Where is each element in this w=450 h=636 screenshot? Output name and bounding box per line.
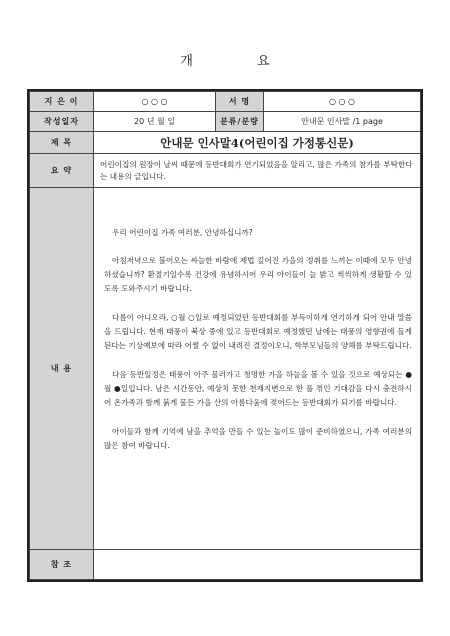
subject-row — [30, 132, 421, 154]
content-paragraph: 우리 어린이집 가족 여러분, 안녕하십니까? — [112, 228, 253, 237]
author-label: 지 은 이 — [30, 92, 94, 112]
subject-value: 안내문 인사말4(어린이집 가정통신문) — [94, 132, 421, 154]
author-value: ○ ○ ○ — [94, 92, 216, 112]
reference-value — [94, 550, 421, 580]
category-label: 분류/분량 — [216, 112, 264, 132]
document-title: 개 요 — [180, 54, 300, 69]
date-label: 작성일자 — [30, 112, 94, 132]
category-value: 안내문 인사말 /1 page — [264, 112, 421, 132]
reference-label: 참 조 — [30, 550, 94, 580]
content-paragraph: 다름이 아니오라, ○월 ○일로 예정되었던 등반대회를 부득이하게 연기하게 되어 안내 말씀을 드립니다. 현재 태풍이 북상 중에 있고 등반대회로 예정했던 날에는 태풍의 영향권에 들게 된다는 기상예보에 따라 어쩔 수 없이 내려진 결정이오니, 학부모님들의 양해를 부탁드립니다. — [104, 313, 412, 350]
date-row — [30, 112, 421, 132]
content-row — [30, 188, 421, 550]
overview-form — [27, 89, 423, 582]
content-label: 내 용 — [30, 188, 94, 550]
subject-label: 제 목 — [30, 132, 94, 154]
summary-row — [30, 154, 421, 188]
sign-label: 서 명 — [216, 92, 264, 112]
content-paragraph: 아침저녁으로 불어오는 싸늘한 바람에 제법 깊어진 가을의 정취를 느끼는 이때에 모두 안녕하셨습니까? 환절기일수록 건강에 유념하시어 우리 아이들이 늘 밝고 씩씩하게 생활할 수 있도록 도와주시기 바랍니다. — [104, 256, 412, 293]
author-row — [30, 92, 421, 112]
summary-value: 어린이집의 원장이 날씨 때문에 등반대회가 연기되었음을 알리고, 많은 가족의 참가를 부탁한다는 내용의 글입니다. — [94, 154, 421, 188]
sign-value: ○ ○ ○ — [264, 92, 421, 112]
reference-row — [30, 550, 421, 580]
content-paragraph: 아이들과 함께 기억에 남을 추억을 만들 수 있는 놀이도 많이 준비하였으니, 가족 여러분의 많은 참여 바랍니다. — [104, 427, 412, 450]
overview-table — [29, 91, 421, 580]
content-body — [94, 188, 421, 550]
summary-label: 요 약 — [30, 154, 94, 188]
date-value: 20 년 월 일 — [94, 112, 216, 132]
content-paragraph: 다음 등반일정은 태풍이 아주 물러가고 청명한 가을 하늘을 볼 수 있을 것으로 예상되는 ●월 ●일입니다. 남은 시간동안, 예상치 못한 천재지변으로 한 풀 꺾인 기대감을 다시 충전하시어 온가족과 함께 붉게 물든 가을 산의 아름다움에 젖어드는 등반대회가 되기를 바랍니다. — [104, 370, 412, 407]
